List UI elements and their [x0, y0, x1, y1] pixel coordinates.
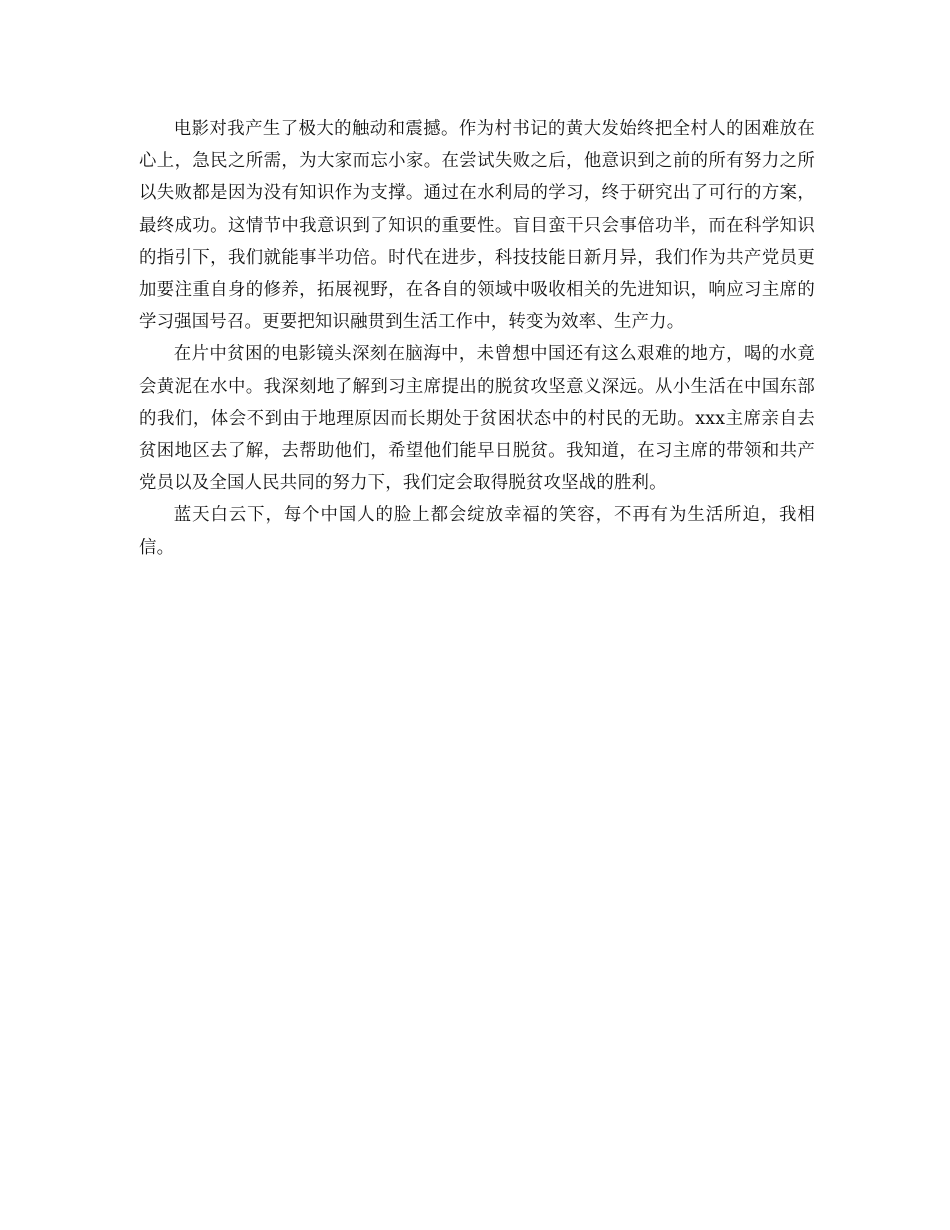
- paragraph-conclusion: 蓝天白云下，每个中国人的脸上都会绽放幸福的笑容，不再有为生活所迫，我相信。: [139, 505, 815, 558]
- paragraph-knowledge: 电影对我产生了极大的触动和震撼。作为村书记的黄大发始终把全村人的困难放在心上，急民之所需，为大家而忘小家。在尝试失败之后，他意识到之前的所有努力之所以失败都是因为没有知识作为支撑。通过在水利局的学习，终于研究出了可行的方案，最终成功。这情节中我意识到了知识的重要性。盲目蛮干只会事倍功半，而在科学知识的指引下，我们就能事半功倍。时代在进步，科技技能日新月异，我们作为共产党员更加要注重自身的修养，拓展视野，在各自的领域中吸收相关的先进知识，响应习主席的学习强国号召。更要把知识融贯到生活工作中，转变为效率、生产力。: [139, 119, 815, 333]
- paragraph-poverty: 在片中贫困的电影镜头深刻在脑海中，未曾想中国还有这么艰难的地方，喝的水竟会黄泥在水中。我深刻地了解到习主席提出的脱贫攻坚意义深远。从小生活在中国东部的我们，体会不到由于地理原因而长期处于贫困状态中的村民的无助。xxx主席亲自去贫困地区去了解，去帮助他们，希望他们能早日脱贫。我知道，在习主席的带领和共产党员以及全国人民共同的努力下，我们定会取得脱贫攻坚战的胜利。: [139, 344, 815, 494]
- document-body: [139, 113, 815, 564]
